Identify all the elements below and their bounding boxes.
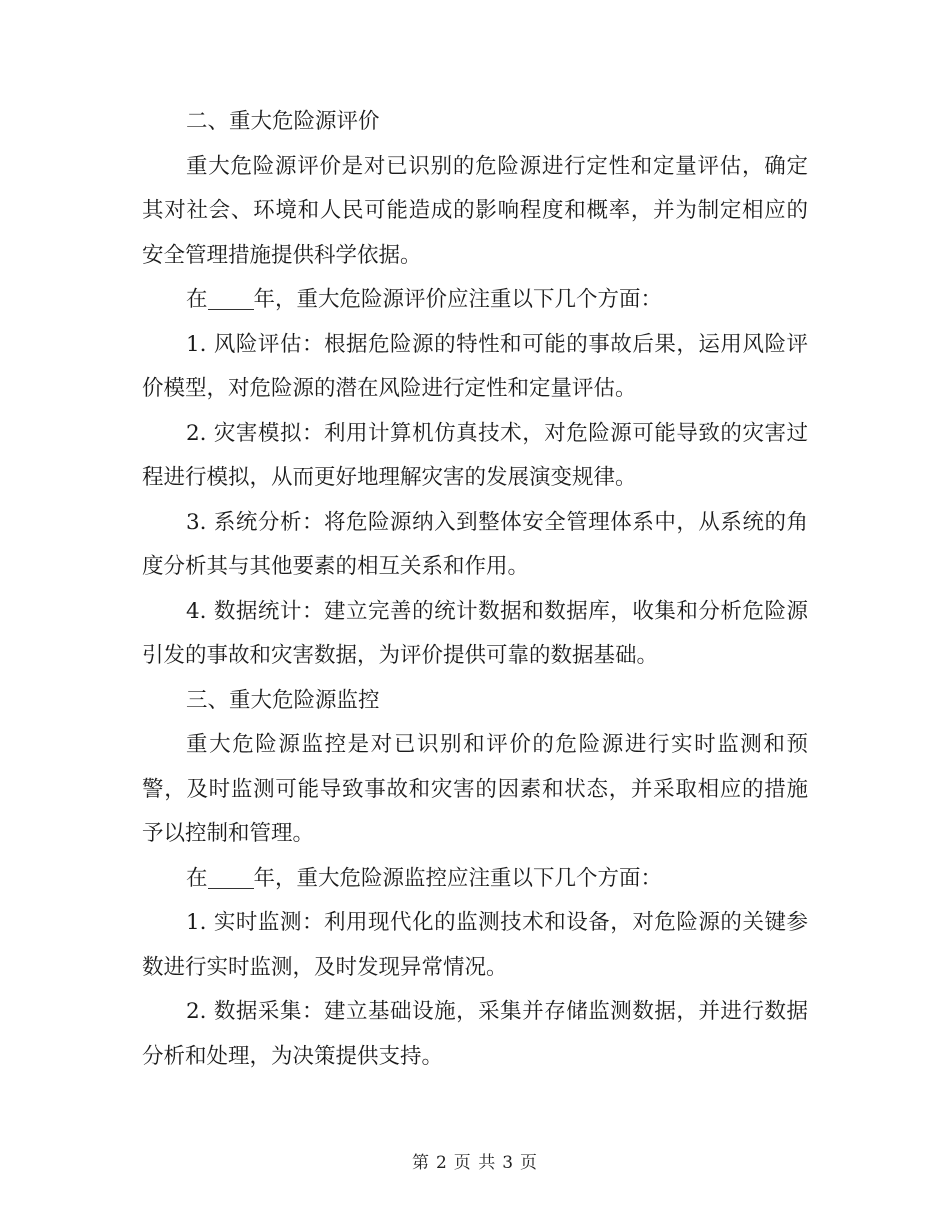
- paragraph-monitoring-intro: [142, 857, 808, 902]
- year-blank: [208, 866, 254, 889]
- footer-middle: 页 共: [453, 1153, 497, 1173]
- paragraph-monitoring-definition: 重大危险源监控是对已识别和评价的危险源进行实时监测和预警，及时监测可能导致事故和灾害的因素和状态，并采取相应的措施予以控制和管理。: [142, 732, 808, 846]
- section-heading-evaluation: 二、重大危险源评价: [186, 109, 380, 134]
- footer-page-number: 2: [435, 1153, 448, 1173]
- footer-prefix: 第: [411, 1153, 430, 1173]
- document-body: [142, 100, 808, 1079]
- list-item-data-statistics: 4. 数据统计：建立完善的统计数据和数据库，收集和分析危险源引发的事故和灾害数据，为评价提供可靠的数据基础。: [142, 598, 808, 668]
- list-item-risk-assessment: 1. 风险评估：根据危险源的特性和可能的事故后果，运用风险评价模型，对危险源的潜在风险进行定性和定量评估。: [142, 331, 808, 401]
- list-item-data-collection: 2. 数据采集：建立基础设施，采集并存储监测数据，并进行数据分析和处理，为决策提供支持。: [142, 999, 808, 1069]
- intro-prefix: 在: [186, 287, 208, 312]
- footer-suffix: 页: [520, 1153, 539, 1173]
- list-item-system-analysis: 3. 系统分析：将危险源纳入到整体安全管理体系中，从系统的角度分析其与其他要素的相互关系和作用。: [142, 509, 808, 579]
- page-footer: [0, 1148, 950, 1173]
- paragraph-evaluation-intro: [142, 278, 808, 323]
- paragraph-evaluation-definition: 重大危险源评价是对已识别的危险源进行定性和定量评估，确定其对社会、环境和人民可能造成的影响程度和概率，并为制定相应的安全管理措施提供科学依据。: [142, 153, 808, 268]
- year-blank: [208, 288, 254, 311]
- intro-suffix: 年，重大危险源监控应注重以下几个方面：: [253, 865, 663, 891]
- footer-total-pages: 3: [502, 1153, 515, 1173]
- list-item-disaster-simulation: 2. 灾害模拟：利用计算机仿真技术，对危险源可能导致的灾害过程进行模拟，从而更好地理解灾害的发展演变规律。: [142, 420, 808, 490]
- intro-prefix: 在: [186, 865, 208, 891]
- section-heading-monitoring: 三、重大危险源监控: [186, 687, 380, 713]
- intro-suffix: 年，重大危险源评价应注重以下几个方面：: [253, 287, 663, 312]
- list-item-realtime-monitoring: 1. 实时监测：利用现代化的监测技术和设备，对危险源的关键参数进行实时监测，及时发现异常情况。: [142, 910, 808, 980]
